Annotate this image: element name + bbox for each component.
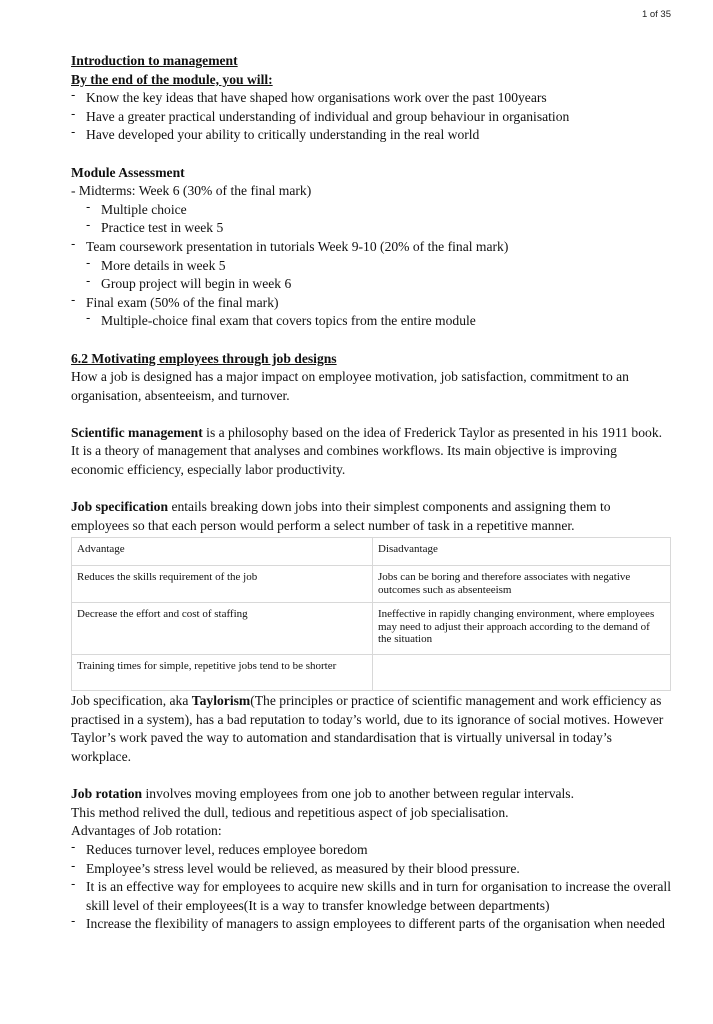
list-item: - Final exam (50% of the final mark) <box>71 294 671 313</box>
scientific-paragraph <box>71 424 671 480</box>
list-item: - More details in week 5 <box>71 257 671 276</box>
list-item: - Multiple choice <box>71 201 671 220</box>
section-title: 6.2 Motivating employees through job designs <box>71 350 337 366</box>
list-item: - Team coursework presentation in tutorials Week 9-10 (20% of the final mark) <box>71 238 671 257</box>
final-sublist <box>71 312 671 331</box>
intro-title: Introduction to management <box>71 53 238 68</box>
rotation-line2: This method relived the dull, tedious and repetitious aspect of job specialisation. <box>71 804 509 820</box>
list-item: - Know the key ideas that have shaped how organisations work over the past 100years <box>71 89 671 108</box>
intro-subtitle: By the end of the module, you will: <box>71 71 273 87</box>
table-cell: Training times for simple, repetitive jobs tend to be shorter <box>72 655 373 691</box>
list-item: - Reduces turnover level, reduces employee boredom <box>71 841 671 860</box>
section-intro: How a job is designed has a major impact on employee motivation, job satisfaction, commitment to an organisation, absenteeism, and turnover. <box>71 369 629 403</box>
list-item: - Practice test in week 5 <box>71 219 671 238</box>
advantage-table <box>71 537 671 691</box>
coursework-list <box>71 238 671 257</box>
table-row <box>72 655 671 691</box>
table-cell <box>373 655 671 691</box>
list-item: - It is an effective way for employees to acquire new skills and in turn for organisation to increase the overall skill level of their employees(It is a way to transfer knowledge between departments) <box>71 878 671 915</box>
list-item: - Multiple-choice final exam that covers topics from the entire module <box>71 312 671 331</box>
page-number: 1 of 35 <box>641 9 671 20</box>
table-cell: Reduces the skills requirement of the job <box>72 566 373 603</box>
rotation-adv-title: Advantages of Job rotation: <box>71 823 222 839</box>
list-item: - Have a greater practical understanding of individual and group behaviour in organisation <box>71 108 671 127</box>
rotation-text: involves moving employees from one job to another between regular intervals. <box>142 786 574 802</box>
jobspec-text: entails breaking down jobs into their simplest components and assigning them to employees so that each person would perform a select number of task in a repetitive manner. <box>71 499 611 533</box>
list-item: - Group project will begin in week 6 <box>71 275 671 294</box>
header-disadvantage: Disadvantage <box>373 538 671 566</box>
assessment-midterm: - Midterms: Week 6 (30% of the final mark) <box>71 183 312 199</box>
table-header-row <box>72 538 671 566</box>
taylorism-pre: Job specification, aka <box>71 693 192 709</box>
rotation-list <box>71 841 671 934</box>
list-item: - Have developed your ability to critically understanding in the real world <box>71 126 671 145</box>
rotation-paragraph <box>71 785 671 804</box>
taylorism-text: (The principles or practice of scientific management and work efficiency as practised in a system), has a bad reputation to today’s world, due to its ignorance of social motives. However Taylor’s work paved the way to automation and standardisation that is virtually universal in today’s workplace. <box>71 693 664 765</box>
table-row <box>72 603 671 655</box>
jobspec-paragraph <box>71 498 671 535</box>
table-row <box>72 566 671 603</box>
header-advantage: Advantage <box>72 538 373 566</box>
jobspec-term: Job specification <box>71 499 169 515</box>
assessment-title: Module Assessment <box>71 164 185 180</box>
taylorism-term: Taylorism <box>191 693 251 709</box>
table-cell: Ineffective in rapidly changing environment, where employees may need to adjust their approach according to the demand of the situation <box>373 603 671 655</box>
list-item: - Increase the flexibility of managers to assign employees to different parts of the organisation when needed <box>71 915 671 934</box>
scientific-text: is a philosophy based on the idea of Frederick Taylor as presented in his 1911 book. It is a theory of management that analyses and combines workflows. Its main objective is improving economic efficiency, especially labor productivity. <box>71 424 663 478</box>
rotation-term: Job rotation <box>71 786 143 802</box>
table-cell: Jobs can be boring and therefore associates with negative outcomes such as absenteeism <box>373 566 671 603</box>
final-list <box>71 294 671 313</box>
scientific-term: Scientific management <box>71 424 203 440</box>
list-item: - Employee’s stress level would be relieved, as measured by their blood pressure. <box>71 860 671 879</box>
intro-list <box>71 89 671 145</box>
document-body <box>71 52 671 934</box>
midterm-sublist <box>71 201 671 238</box>
table-cell: Decrease the effort and cost of staffing <box>72 603 373 655</box>
coursework-sublist <box>71 257 671 294</box>
taylorism-paragraph <box>71 692 671 766</box>
